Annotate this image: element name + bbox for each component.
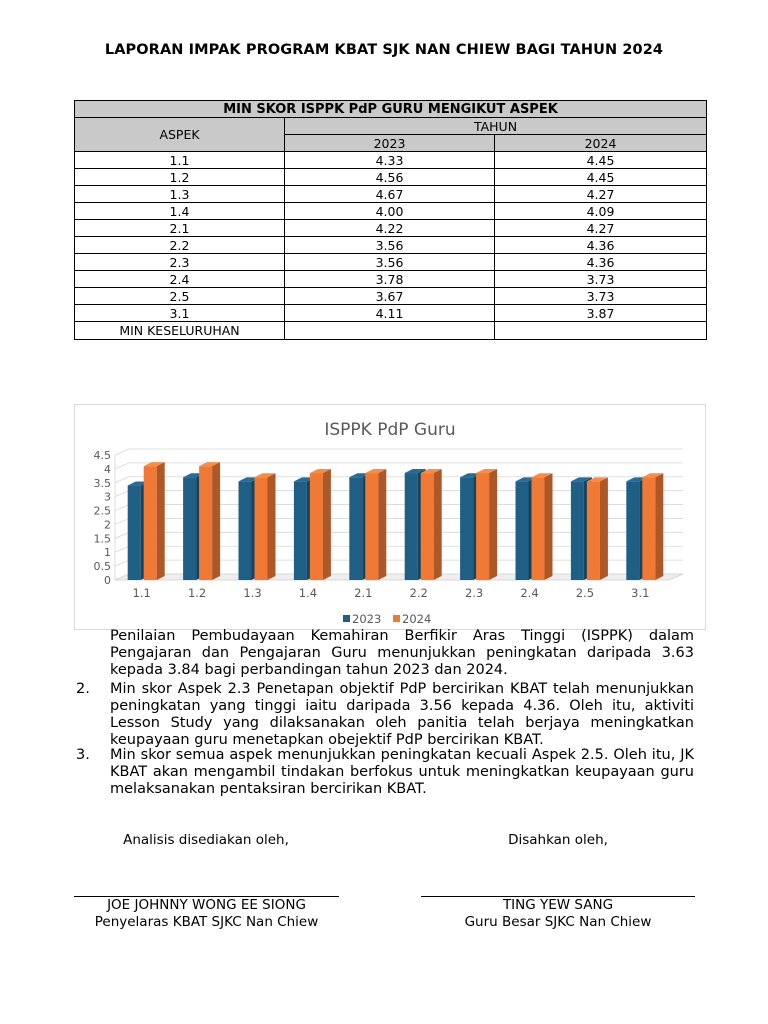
col-tahun-header: TAHUN xyxy=(285,118,707,135)
table-caption: MIN SKOR ISPPK PdP GURU MENGIKUT ASPEK xyxy=(75,101,707,118)
bar-side xyxy=(378,469,386,580)
table-caption-row xyxy=(75,101,707,118)
y-tick-label: 2.5 xyxy=(93,504,111,518)
table-row xyxy=(75,305,707,322)
x-tick-label: 3.1 xyxy=(631,586,650,600)
paragraph-2-number: 2. xyxy=(76,681,90,697)
legend-swatch-2023 xyxy=(343,615,350,622)
x-tick-label: 1.4 xyxy=(298,586,318,600)
bar-2023-3.1 xyxy=(626,481,639,580)
table-row xyxy=(75,271,707,288)
score-2024-cell: 3.73 xyxy=(495,271,707,288)
bar-2023-1.3 xyxy=(239,481,252,580)
bar-2024-1.3 xyxy=(255,477,268,580)
x-tick-label: 2.2 xyxy=(409,586,428,600)
right-signer-role: Guru Besar SJKC Nan Chiew xyxy=(464,914,652,930)
aspek-cell: 2.5 xyxy=(75,288,285,305)
aspek-cell: 2.1 xyxy=(75,220,285,237)
score-2024-cell: 4.36 xyxy=(495,237,707,254)
y-tick-label: 2 xyxy=(104,518,111,532)
bar-2024-2.1 xyxy=(365,473,378,580)
bar-side xyxy=(434,469,442,580)
score-2024-cell: 4.45 xyxy=(495,152,707,169)
x-tick-label: 1.1 xyxy=(132,586,151,600)
bar-2023-1.1 xyxy=(128,486,141,580)
aspek-cell: 1.3 xyxy=(75,186,285,203)
table-row xyxy=(75,237,707,254)
score-2023-cell: 4.67 xyxy=(285,186,495,203)
score-2024-cell: 4.27 xyxy=(495,220,707,237)
aspek-cell: 3.1 xyxy=(75,305,285,322)
score-2024-cell: 3.87 xyxy=(495,305,707,322)
gridline xyxy=(115,449,683,455)
y-tick-label: 1.5 xyxy=(93,532,111,546)
x-tick-label: 2.5 xyxy=(575,586,595,600)
score-2023-cell: 3.78 xyxy=(285,271,495,288)
aspek-cell: 2.2 xyxy=(75,237,285,254)
aspek-cell: 2.4 xyxy=(75,271,285,288)
prepared-by-label: Analisis disediakan oleh, xyxy=(123,832,289,848)
score-2023-cell: 4.11 xyxy=(285,305,495,322)
y-tick-label: 1 xyxy=(104,546,111,560)
y-tick-label: 4.5 xyxy=(93,449,111,462)
table-row xyxy=(75,169,707,186)
bar-side xyxy=(268,473,276,580)
score-2024-cell: 4.27 xyxy=(495,186,707,203)
y-tick-label: 0.5 xyxy=(93,560,111,574)
score-table xyxy=(74,100,707,340)
score-2023-cell: 4.33 xyxy=(285,152,495,169)
bar-2023-2.1 xyxy=(349,477,362,580)
bar-side xyxy=(323,469,331,580)
y-tick-label: 3 xyxy=(104,490,111,504)
table-row xyxy=(75,220,707,237)
legend-label: 2024 xyxy=(402,612,432,626)
table-footer-row xyxy=(75,322,707,340)
bar-2023-2.5 xyxy=(571,481,584,580)
score-2023-cell: 4.00 xyxy=(285,203,495,220)
left-signer-name: JOE JOHNNY WONG EE SIONG xyxy=(107,897,306,913)
left-signer-role: Penyelaras KBAT SJKC Nan Chiew xyxy=(94,914,319,930)
paragraph-3-number: 3. xyxy=(76,747,90,763)
table-row xyxy=(75,152,707,169)
table-header-row xyxy=(75,118,707,135)
y-tick-label: 4 xyxy=(104,462,111,476)
aspek-cell: 1.2 xyxy=(75,169,285,186)
score-2024-cell: 4.45 xyxy=(495,169,707,186)
bar-2023-2.3 xyxy=(460,477,473,580)
aspek-cell: 1.1 xyxy=(75,152,285,169)
bar-2024-3.1 xyxy=(642,477,655,580)
bar-2024-2.2 xyxy=(421,473,434,580)
min-keseluruhan-label: MIN KESELURUHAN xyxy=(75,322,285,340)
bar-side xyxy=(600,477,608,580)
bar-2023-1.4 xyxy=(294,481,307,580)
bar-2024-2.5 xyxy=(587,481,600,580)
score-2023-cell: 3.56 xyxy=(285,237,495,254)
x-tick-label: 1.3 xyxy=(243,586,262,600)
aspek-cell: 2.3 xyxy=(75,254,285,271)
table-row xyxy=(75,288,707,305)
y-tick-label: 0 xyxy=(104,574,111,587)
bar-2024-1.2 xyxy=(199,466,212,580)
chart-title: ISPPK PdP Guru xyxy=(324,420,456,440)
col-2023-header: 2023 xyxy=(285,135,495,152)
score-2023-cell: 3.67 xyxy=(285,288,495,305)
min-keseluruhan-2024 xyxy=(495,322,707,340)
x-tick-label: 2.3 xyxy=(464,586,484,600)
bar-2023-2.4 xyxy=(516,481,529,580)
table-row xyxy=(75,186,707,203)
report-title: LAPORAN IMPAK PROGRAM KBAT SJK NAN CHIEW BAGI TAHUN 2024 xyxy=(104,42,664,58)
paragraph-1: Penilaian Pembudayaan Kemahiran Berfikir Aras Tinggi (ISPPK) dalam Pengajaran dan Pengajaran Guru menunjukkan peningkatan daripada 3.63 kepada 3.84 bagi perbandingan tahun 2023 dan 2024. xyxy=(110,628,694,678)
score-2024-cell: 4.36 xyxy=(495,254,707,271)
aspek-cell: 1.4 xyxy=(75,203,285,220)
bar-side xyxy=(157,462,165,580)
chart-svg xyxy=(75,405,705,629)
score-2024-cell: 3.73 xyxy=(495,288,707,305)
legend-label: 2023 xyxy=(352,612,382,626)
bar-side xyxy=(212,462,220,580)
bar-2024-2.3 xyxy=(476,473,489,580)
bar-chart xyxy=(74,404,706,630)
bar-2023-2.2 xyxy=(405,473,418,580)
approved-by-label: Disahkan oleh, xyxy=(508,832,608,848)
table-row xyxy=(75,254,707,271)
paragraph-2: Min skor Aspek 2.3 Penetapan objektif PdP bercirikan KBAT telah menunjukkan peningkatan yang tinggi iaitu daripada 3.56 kepada 4.36. Oleh itu, aktiviti Lesson Study yang dilaksanakan oleh panitia telah berjaya meningkatkan keupayaan guru menetapkan obejektif PdP bercirikan KBAT. xyxy=(110,681,694,748)
score-2023-cell: 3.56 xyxy=(285,254,495,271)
x-tick-label: 2.4 xyxy=(520,586,539,600)
paragraph-3: Min skor semua aspek menunjukkan peningkatan kecuali Aspek 2.5. Oleh itu, JK KBAT akan mengambil tindakan berfokus untuk meningkatkan keupayaan guru melaksanakan pentaksiran bercirikan KBAT. xyxy=(110,747,694,797)
bar-2024-1.4 xyxy=(310,473,323,580)
col-2024-header: 2024 xyxy=(495,135,707,152)
x-tick-label: 2.1 xyxy=(354,586,373,600)
score-2023-cell: 4.56 xyxy=(285,169,495,186)
bar-side xyxy=(545,473,553,580)
bar-2024-2.4 xyxy=(532,477,545,580)
score-2023-cell: 4.22 xyxy=(285,220,495,237)
y-tick-label: 3.5 xyxy=(93,476,111,490)
bar-2023-1.2 xyxy=(183,477,196,580)
table-row xyxy=(75,203,707,220)
col-aspek-header: ASPEK xyxy=(75,118,285,152)
score-2024-cell: 4.09 xyxy=(495,203,707,220)
right-signer-name: TING YEW SANG xyxy=(502,897,614,913)
x-tick-label: 1.2 xyxy=(187,586,207,600)
bar-side xyxy=(489,469,497,580)
legend-swatch-2024 xyxy=(393,615,400,622)
min-keseluruhan-2023 xyxy=(285,322,495,340)
bar-2024-1.1 xyxy=(144,466,157,580)
bar-side xyxy=(655,473,663,580)
